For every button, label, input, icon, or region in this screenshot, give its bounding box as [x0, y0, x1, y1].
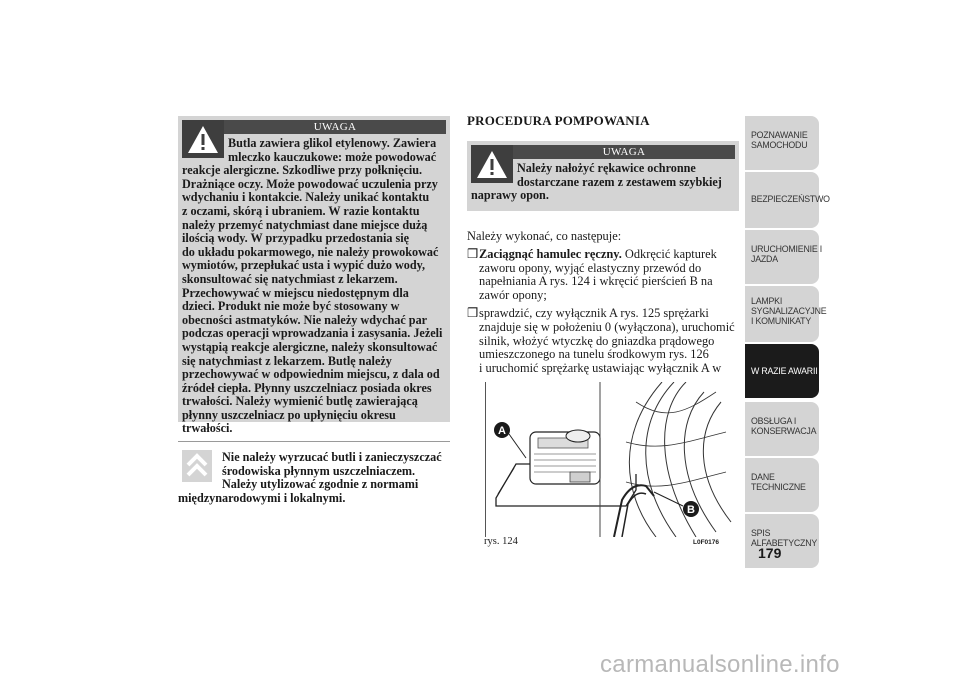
text-line: naprawy opon. [471, 188, 549, 203]
text-line: Należy nałożyć rękawice ochronne [517, 161, 696, 175]
chapter-tab[interactable] [745, 286, 827, 342]
callout-a: A [498, 425, 506, 437]
text-line: silnik, włożyć wtyczkę do gniazdka prądowego [479, 333, 715, 348]
watermark: carmanualsonline.info [600, 651, 840, 678]
callout-b: B [687, 504, 695, 516]
text-line: płynny uszczelniacz po upłynięciu okresu [182, 407, 396, 422]
chapter-tab-label: KONSERWACJA [751, 426, 817, 436]
text-line: źródeł ciepła. Płynny uszczelniacz posiada okres [182, 380, 432, 395]
text-line: przechowywać w odpowiednim miejscu, z dala od [182, 367, 440, 382]
warning-text [471, 162, 722, 203]
chapter-tab-label: URUCHOMIENIE I [751, 244, 822, 254]
text-line: zaworu opony, wyjąć elastyczny przewód do [479, 260, 702, 275]
text-line: umieszczonego na tunelu środkowym rys. 126 [479, 347, 709, 362]
section-title: PROCEDURA POMPOWANIA [467, 113, 650, 128]
checkbox-bullet-icon: ❒ [467, 306, 479, 321]
divider [178, 441, 450, 442]
warning-header: UWAGA [513, 145, 735, 159]
chapter-tab-label: OBSŁUGA I [751, 416, 797, 426]
step-text: sprawdzić, czy wyłącznik A rys. 125 sprężarki [479, 306, 709, 321]
text-line: środowiska płynnym uszczelniaczem. [222, 463, 416, 478]
step-text: Odkręcić kapturek [621, 247, 717, 261]
text-line: reakcje alergiczne. Szkodliwe przy połknięciu. [182, 163, 423, 178]
chapter-tab-label: SYGNALIZACYJNE [751, 306, 827, 316]
text-line: się natychmiast z lekarzem. Butlę należy [182, 353, 392, 368]
environment-note [178, 441, 450, 507]
chapter-tab-label: DANE [751, 472, 775, 482]
procedure-steps [467, 248, 735, 375]
text-line: skonsultować się natychmiast z lekarzem. [182, 271, 398, 286]
text-line: Nie należy wyrzucać butli i zanieczyszczać [222, 450, 442, 464]
text-line: zawór opony; [479, 287, 547, 302]
text-line: wdychaniu i kontakcie. Należy unikać kontaktu [182, 190, 430, 205]
step-emphasis: Zaciągnąć hamulec ręczny. [479, 247, 622, 261]
chapter-tab-label: W RAZIE AWARII [751, 366, 818, 376]
text-line: dostarczane razem z zestawem szybkiej [517, 174, 722, 189]
text-line: napełniania A rys. 124 i wkręcić pierścień B na [479, 274, 713, 289]
text-line: wystąpią reakcje alergiczne, należy skonsultować [182, 339, 438, 354]
page-number: 179 [758, 545, 782, 561]
chapter-tab[interactable] [745, 344, 819, 398]
procedure-intro [467, 230, 621, 244]
text-line: dzieci. Produkt nie może być stosowany w [182, 299, 400, 314]
chapter-tab[interactable] [745, 230, 822, 284]
warning-header: UWAGA [224, 120, 446, 134]
text-line: obecności astmatyków. Nie należy wdychać par [182, 312, 428, 327]
text-line: podczas operacji wprowadzania i zasysania. Jeżeli [182, 326, 443, 341]
figure-compressor [485, 382, 733, 537]
chapter-tab-label: BEZPIECZEŃSTWO [751, 194, 830, 204]
chapter-tab[interactable] [745, 172, 830, 228]
text-line: Przechowywać w miejscu niedostępnym dla [182, 285, 409, 300]
text-line: trwałości. [182, 421, 233, 436]
chapter-tab[interactable] [745, 402, 819, 456]
text-line: Należy utylizować zgodnie z normami [222, 477, 419, 492]
intro-text: Należy wykonać, co następuje: [467, 229, 622, 243]
text-line: należy przemyć natychmiast dane miejsce dużą [182, 217, 428, 232]
chapter-tab-label: LAMPKI [751, 296, 783, 306]
text-line: wymiotów, przepłukać usta i wypić dużo wody, [182, 258, 426, 273]
list-item [467, 248, 735, 262]
text-line: z oczami, skórą i ubraniem. W razie kontaktu [182, 203, 420, 218]
text-line: mleczko kauczukowe: może powodować [228, 149, 437, 164]
chapter-tab-label: SPIS [751, 528, 771, 538]
text-line: Butla zawiera glikol etylenowy. Zawiera [228, 136, 437, 150]
text-line: Drażniące oczy. Może powodować uczulenia przy [182, 176, 438, 191]
figure-caption: rys. 124 [484, 536, 518, 547]
chapter-tab-label: POZNAWANIE [751, 130, 808, 140]
text-line: ilością wody. W przypadku przedostania się [182, 231, 410, 246]
chapter-tab-label: TECHNICZNE [751, 482, 806, 492]
warning-box-left [178, 116, 450, 436]
warning-text [182, 137, 442, 436]
text-line: trwałości. Należy wymienić butlę zawierającą [182, 394, 418, 409]
chapter-tab-label: SAMOCHODU [751, 140, 808, 150]
environment-note-text [178, 451, 442, 505]
text-line: i uruchomić sprężarkę ustawiając wyłącznik A w [479, 360, 722, 375]
checkbox-bullet-icon: ❒ [467, 247, 479, 261]
compressor-illustration [486, 382, 734, 537]
chapter-tab[interactable] [745, 458, 819, 512]
figure-code: L0F0176 [693, 539, 720, 546]
warning-box-right [467, 141, 739, 211]
chapter-tab[interactable] [745, 116, 819, 170]
text-line: znajduje się w położeniu 0 (wyłączona), uruchomić [479, 319, 735, 334]
chapter-tab-label: ALFABETYCZNY [751, 538, 818, 548]
chapter-tab[interactable] [745, 514, 819, 568]
list-item [467, 307, 735, 321]
text-line: międzynarodowymi i lokalnymi. [178, 490, 346, 505]
chapter-tab-label: I KOMUNIKATY [751, 316, 811, 326]
text-line: do układu pokarmowego, nie należy prowokować [182, 244, 439, 259]
chapter-tab-label: JAZDA [751, 254, 778, 264]
